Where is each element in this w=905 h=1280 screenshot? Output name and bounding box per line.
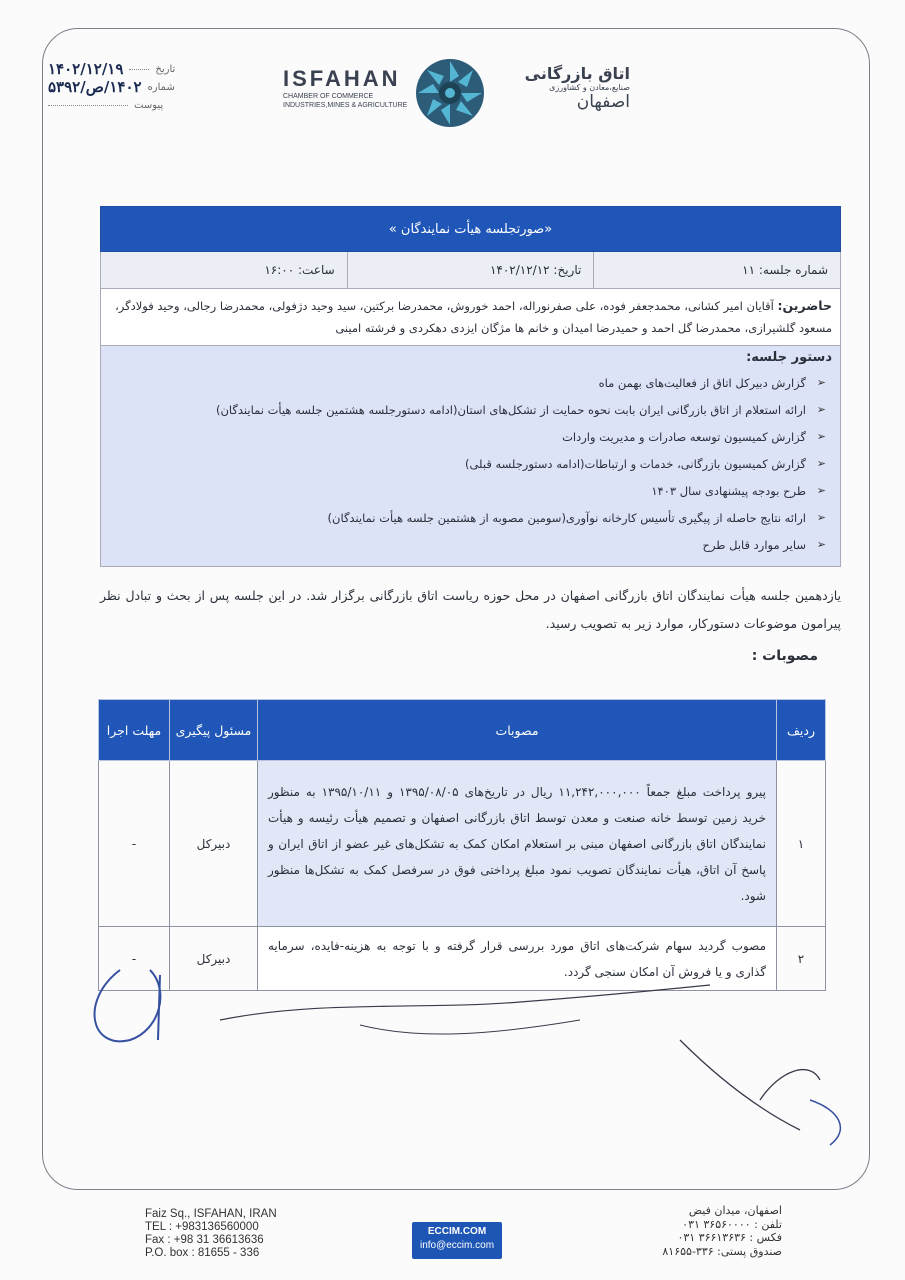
row-number: ۱ xyxy=(777,761,826,927)
footer-persian xyxy=(632,1204,782,1258)
chevron-right-icon: ➢ xyxy=(816,376,826,389)
footer-website-badge xyxy=(412,1222,502,1259)
row-deadline: - xyxy=(99,927,170,991)
chevron-right-icon: ➢ xyxy=(816,430,826,443)
minutes-title: «صورتجلسه هیأت نمایندگان » xyxy=(100,206,841,252)
row-number: ۲ xyxy=(777,927,826,991)
session-number: شماره جلسه: ۱۱ xyxy=(593,252,840,288)
meta-date-label: تاریخ xyxy=(155,63,176,75)
meta-attachment-row xyxy=(48,96,198,114)
agenda-item-text: گزارش کمیسیون توسعه صادرات و مدیریت واردات xyxy=(562,429,806,444)
logo-persian xyxy=(490,64,630,112)
meta-number-value: ۱۴۰۲/ص/۵۳۹۲ xyxy=(48,78,142,96)
meta-number-label: شماره xyxy=(147,81,175,93)
agenda-item-text: گزارش دبیرکل اتاق از فعالیت‌های بهمن ماه xyxy=(598,375,806,390)
chevron-right-icon: ➢ xyxy=(816,457,826,470)
session-info-row xyxy=(100,252,841,289)
agenda-item xyxy=(109,531,826,558)
footer-fa-pobox: صندوق پستی: ۳۳۶-۸۱۶۵۵ xyxy=(662,1244,782,1258)
logo-fa-line1: اتاق بازرگانی xyxy=(524,64,630,83)
logo-en-line1: CHAMBER OF COMMERCE xyxy=(283,93,374,100)
agenda-item xyxy=(109,450,826,477)
agenda-item xyxy=(109,396,826,423)
col-row-header: ردیف xyxy=(777,700,826,761)
table-row xyxy=(99,761,826,927)
col-responsible-header: مسئول پیگیری xyxy=(170,700,258,761)
row-responsible: دبیرکل xyxy=(170,927,258,991)
agenda-list xyxy=(109,369,832,558)
meta-dots xyxy=(129,69,149,70)
agenda-item-text: ارائه نتایج حاصله از پیگیری تأسیس کارخانه نوآوری(سومین مصوبه از هشتمین جلسه هیأت نمایندگان) xyxy=(327,510,806,525)
agenda-item-text: سایر موارد قابل طرح xyxy=(702,537,806,552)
attendees-section xyxy=(100,289,841,346)
minutes-box xyxy=(100,206,841,567)
session-time: ساعت: ۱۶:۰۰ xyxy=(264,263,335,277)
attendees-text: آقایان امیر کشانی، محمدجعفر فوده، علی صفرنوراله، احمد خوروش، محمدرضا برکتین، سید وحید دژفولی، محمدرضا رجالی، وحید فولادگر، مسعود گلشیرازی، محمدرضا گل احمد و حمیدرضا امیدان و خانم ها مژگان ایزدی دهکردی و فرشته امینی xyxy=(115,299,832,335)
letter-meta xyxy=(48,60,198,114)
col-deadline-header: مهلت اجرا xyxy=(99,700,170,761)
chamber-logo-icon xyxy=(413,56,487,130)
agenda-title: دستور جلسه: xyxy=(746,350,832,365)
agenda-section xyxy=(100,346,841,567)
agenda-item-text: طرح بودجه پیشنهادی سال ۱۴۰۳ xyxy=(651,483,806,498)
agenda-item-text: گزارش کمیسیون بازرگانی، خدمات و ارتباطات(ادامه دستورجلسه قبلی) xyxy=(464,456,806,471)
agenda-item xyxy=(109,504,826,531)
meta-dots xyxy=(48,105,128,106)
agenda-item xyxy=(109,369,826,396)
approvals-table xyxy=(98,699,826,991)
logo-en-main: ISFAHAN xyxy=(283,66,401,91)
row-deadline: - xyxy=(99,761,170,927)
table-header-row xyxy=(99,700,826,761)
chevron-right-icon: ➢ xyxy=(816,511,826,524)
footer-website: ECCIM.COM xyxy=(427,1226,487,1237)
row-approval-text: پیرو پرداخت مبلغ جمعاً ۱۱,۲۴۲,۰۰۰,۰۰۰ ریال در تاریخ‌های ۱۳۹۵/۰۸/۰۵ و ۱۳۹۵/۱۰/۱۱ به منظور خرید زمین توسط خانه صنعت و معدن توسط اتاق بازرگانی اصفهان و تصمیم هیأت رئیسه و هیأت نمایندگان اتاق بازرگانی اصفهان مبنی بر استعلام امکان کمک به تشکل‌های غیر عضو از اتاق ایران و پاسخ آن اتاق، هیأت نمایندگان تصویب نمود مبلغ پرداختی فوق در سرفصل کمک به تشکل‌ها منظور شود. xyxy=(258,761,777,927)
logo-fa-line2: صنایع،معادن و کشاورزی xyxy=(549,83,630,92)
chevron-right-icon: ➢ xyxy=(816,538,826,551)
footer-en-pobox: P.O. box : 81655 - 336 xyxy=(145,1247,260,1259)
footer-fa-address: اصفهان، میدان فیض xyxy=(688,1204,782,1217)
logo-english xyxy=(283,66,413,110)
agenda-item xyxy=(109,423,826,450)
table-row xyxy=(99,927,826,991)
meta-date-value: ۱۴۰۲/۱۲/۱۹ xyxy=(48,60,124,78)
footer-fa-tel: تلفن : ۳۶۵۶۰۰۰۰ ۰۳۱ xyxy=(682,1217,782,1231)
logo-en-line2: INDUSTRIES,MINES & AGRICULTURE xyxy=(283,102,408,109)
agenda-item-text: ارائه استعلام از اتاق بازرگانی ایران بابت نحوه حمایت از تشکل‌های استان(ادامه دستورجلسه هشتمین جلسه هیأت نمایندگان) xyxy=(215,402,806,417)
session-date: تاریخ: ۱۴۰۲/۱۲/۱۲ xyxy=(347,252,594,288)
footer-email: info@eccim.com xyxy=(419,1240,495,1251)
footer-en-address: Faiz Sq., ISFAHAN, IRAN xyxy=(145,1208,277,1220)
agenda-item xyxy=(109,477,826,504)
meta-number-row xyxy=(48,78,198,96)
approvals-heading: مصوبات : xyxy=(751,648,818,664)
col-approval-header: مصوبات xyxy=(258,700,777,761)
chevron-right-icon: ➢ xyxy=(816,484,826,497)
chevron-right-icon: ➢ xyxy=(816,403,826,416)
footer-english xyxy=(145,1208,295,1260)
meta-date-row xyxy=(48,60,198,78)
footer-en-tel: TEL : +983136560000 xyxy=(145,1221,259,1233)
row-responsible: دبیرکل xyxy=(170,761,258,927)
intro-paragraph: یازدهمین جلسه هیأت نمایندگان اتاق بازرگانی اصفهان در محل حوزه ریاست اتاق بازرگانی برگزار شد. در این جلسه پس از بحث و تبادل نظر پیرامون موضوعات دستورکار، موارد زیر به تصویب رسید. xyxy=(100,588,841,631)
attendees-label: حاضرین: xyxy=(777,298,832,313)
meta-attachment-label: پیوست xyxy=(134,99,164,111)
footer-en-fax: Fax : +98 31 36613636 xyxy=(145,1234,264,1246)
row-approval-text: مصوب گردید سهام شرکت‌های اتاق مورد بررسی قرار گرفته و با توجه به هزینه-فایده، سرمایه گذاری و یا فروش آن امکان سنجی گردد. xyxy=(258,927,777,991)
logo-fa-line3: اصفهان xyxy=(576,92,630,112)
footer-fa-fax: فکس : ۳۶۶۱۳۶۳۶ ۰۳۱ xyxy=(677,1231,782,1244)
